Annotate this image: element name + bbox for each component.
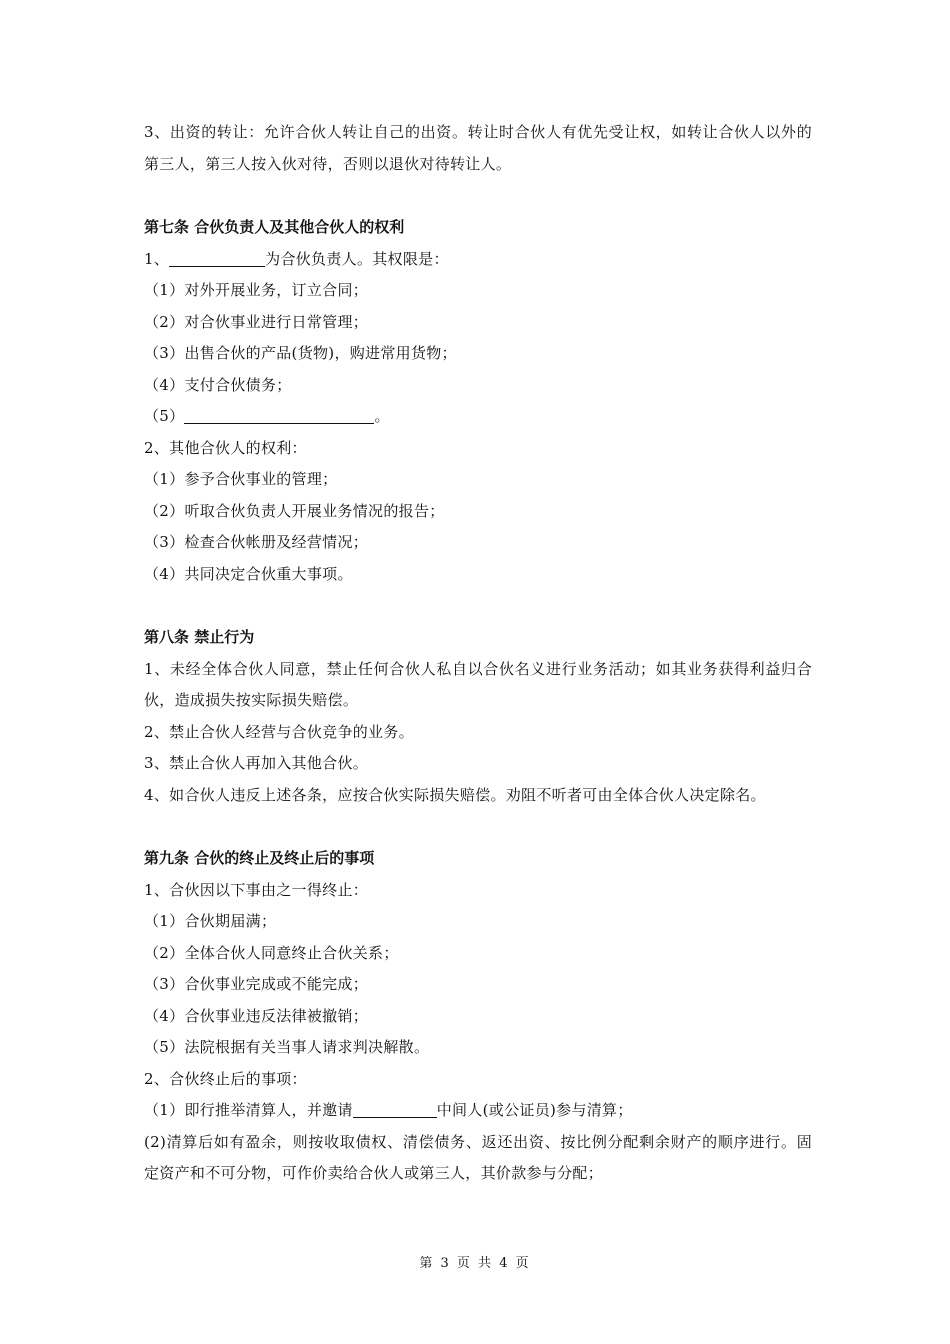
paragraph-line: 3、出资的转让：允许合伙人转让自己的出资。转让时合伙人有优先受让权，如转让合伙人以外的	[144, 123, 812, 141]
paragraph-line: 2、禁止合伙人经营与合伙竞争的业务。	[144, 722, 414, 741]
paragraph-line: 2、合伙终止后的事项：	[144, 1069, 307, 1088]
blank-field	[184, 407, 374, 424]
item-text: 中间人(或公证员)参与清算；	[436, 1101, 633, 1119]
paragraph-line: 定资产和不可分物，可作价卖给合伙人或第三人，其价款参与分配；	[144, 1164, 604, 1182]
list-item	[144, 1095, 812, 1127]
paragraph-line: 3、禁止合伙人再加入其他合伙。	[144, 754, 369, 772]
list-item: （3）合伙事业完成或不能完成；	[144, 975, 369, 993]
document-body	[144, 117, 812, 1190]
paragraph-line: 4、如合伙人违反上述各条，应按合伙实际损失赔偿。劝阻不听者可由全体合伙人决定除名。	[144, 785, 766, 804]
section-heading-8: 第八条 禁止行为	[144, 628, 255, 646]
blank-field	[353, 1101, 437, 1118]
list-item: （3）出售合伙的产品(货物)，购进常用货物；	[144, 344, 457, 362]
item-text: 为合伙负责人。其权限是：	[265, 249, 449, 268]
section-heading-7: 第七条 合伙负责人及其他合伙人的权利	[144, 218, 405, 236]
item-prefix: 1、	[144, 249, 170, 268]
list-item: （4）支付合伙债务；	[144, 375, 292, 394]
paragraph-line: (2)清算后如有盈余，则按收取债权、清偿债务、返还出资、按比例分配剩余财产的顺序进行。固	[144, 1132, 812, 1151]
list-item: （1）合伙期届满；	[144, 912, 277, 930]
list-item: （2）全体合伙人同意终止合伙关系；	[144, 943, 399, 962]
list-item: （4）共同决定合伙重大事项。	[144, 564, 353, 583]
list-item: （2）听取合伙负责人开展业务情况的报告；	[144, 501, 445, 520]
page-footer: 第 3 页 共 4 页	[419, 1256, 531, 1271]
list-item	[144, 401, 812, 433]
list-item: （5）法院根据有关当事人请求判决解散。	[144, 1038, 430, 1056]
section-heading-9: 第九条 合伙的终止及终止后的事项	[144, 849, 375, 867]
item-text: 。	[374, 407, 390, 425]
list-item: （1）对外开展业务，订立合同；	[144, 281, 369, 299]
blank-field	[169, 250, 265, 267]
paragraph-line	[144, 244, 812, 276]
paragraph-line: 1、未经全体合伙人同意，禁止任何合伙人私自以合伙名义进行业务活动；如其业务获得利益归合	[144, 659, 812, 678]
item-text: （1）即行推举清算人，并邀请	[144, 1101, 353, 1119]
paragraph-line: 1、合伙因以下事由之一得终止：	[144, 880, 369, 899]
paragraph-line: 2、其他合伙人的权利：	[144, 438, 307, 457]
paragraph-line: 第三人，第三人按入伙对待，否则以退伙对待转让人。	[144, 154, 512, 173]
list-item: （4）合伙事业违反法律被撤销；	[144, 1006, 369, 1025]
list-item: （2）对合伙事业进行日常管理；	[144, 312, 369, 331]
list-item: （3）检查合伙帐册及经营情况；	[144, 533, 369, 551]
item-prefix: （5）	[144, 407, 185, 425]
list-item: （1）参予合伙事业的管理；	[144, 470, 338, 488]
paragraph-line: 伙，造成损失按实际损失赔偿。	[144, 691, 359, 709]
